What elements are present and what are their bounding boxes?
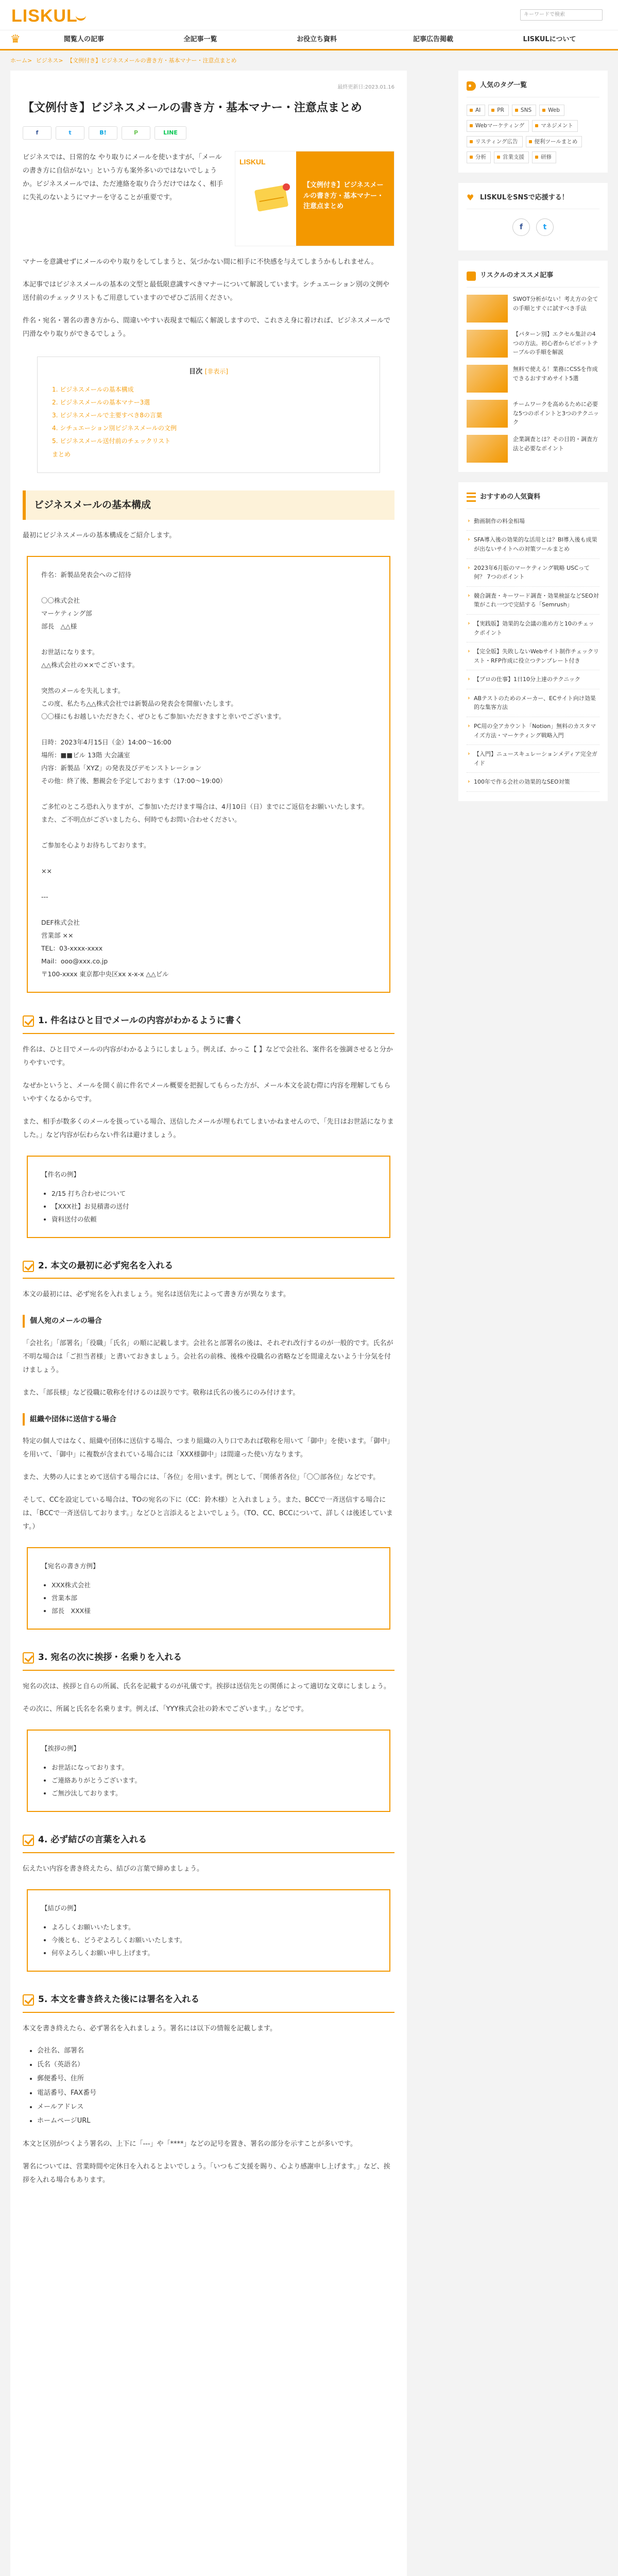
list-item: • ホームページURL: [37, 2114, 394, 2128]
share-pocket-button[interactable]: P: [122, 126, 150, 140]
popular-tags-card: [458, 71, 608, 172]
nav-item-ads[interactable]: 記事広告掲載: [413, 35, 453, 43]
sample-mail-line: DEF株式会社: [41, 918, 80, 926]
body-paragraph: 本文と区別がつくよう署名の、上下に「---」や「****」などの記号を置き、署名の部分を示すことが多いです。: [23, 2140, 357, 2148]
popular-doc-link[interactable]: › 【実践版】効果的な会議の進め方と10のチェックポイント: [467, 615, 599, 642]
card-title: おすすめの人気資料: [480, 493, 541, 501]
recommend-item-title: SWOT分析がない！考え方の全ての手順とすぐに試すべき手法: [513, 296, 598, 312]
body-paragraph: 特定の個人ではなく、組織や団体に送信する場合、つまり組織の入り口であれば敬称を用いて「御中」を使います。「御中」を用いて、「御中」に複数が含まれている場合には「XXX様御中」は間違った使い方なります。: [23, 1437, 394, 1459]
recommend-item[interactable]: [467, 400, 599, 428]
body-paragraph: なぜかというと、メールを開く前に件名でメール概要を把握してもらった方が、メール本文を読む際に内容を理解してもらいやすくなるからです。: [23, 1081, 391, 1103]
toc-title: 目次: [189, 367, 203, 376]
recommend-card: [458, 261, 608, 472]
sample-mail-line: 〇〇様にもお越しいただきたく、ぜひともご参加いただきますと幸いでございます。: [41, 712, 285, 720]
tag-link[interactable]: SNS: [512, 105, 536, 116]
check-icon: [23, 1835, 34, 1846]
list-item: • XXX株式会社: [52, 1579, 376, 1591]
list-item: • お世話になっております。: [52, 1761, 376, 1774]
minor-heading-individual: 個人宛のメールの場合: [23, 1315, 394, 1328]
sample-mail-line: [41, 723, 376, 736]
subheading-greeting: 3. 宛名の次に挨拶・名乗りを入れる: [23, 1650, 394, 1671]
sample-mail-line: 突然のメールを失礼します。: [41, 686, 125, 694]
global-nav: [0, 30, 618, 50]
minor-heading-organization: 組織や団体に送信する場合: [23, 1413, 394, 1426]
list-item: • 会社名、部署名: [37, 2044, 394, 2058]
section-heading-basic-structure: ビジネスメールの基本構成: [23, 490, 394, 520]
tag-link[interactable]: 便利ツールまとめ: [526, 136, 582, 147]
heart-icon: ♥: [467, 192, 474, 202]
sample-mail-line: また、ご不明点がございましたら、何時でもお問い合わせください。: [41, 815, 241, 823]
article-thumbnail: [467, 400, 508, 428]
site-logo[interactable]: LISKUL: [11, 7, 78, 25]
sample-mail-line: △△株式会社の××でございます。: [41, 660, 139, 669]
list-item: • 郵便番号、住所: [37, 2072, 394, 2086]
sample-mail-line: [41, 877, 376, 890]
sample-mail-line: 〇〇株式会社: [41, 596, 80, 604]
example-box-title: 【件名の例】: [41, 1170, 80, 1178]
list-item: • 電話番号、FAX番号: [37, 2086, 394, 2100]
article-thumbnail: [467, 295, 508, 323]
example-box-title: 【挨拶の例】: [41, 1744, 80, 1753]
tag-link[interactable]: マネジメント: [532, 120, 578, 131]
sample-mail-line: 営業部 ××: [41, 931, 74, 939]
subheading-signature: 5. 本文を書き終えた後には署名を入れる: [23, 1992, 394, 2013]
body-paragraph: そして、CCを設定している場合は、TOの宛名の下に（CC：鈴木様）と入れましょう。また、BCCで一斉送信する場合には、「BCCで一斉送信しております。」などひと言添えるとよいでしょう。（TO、CC、BCCについて、詳しくは後述しています。）: [23, 1496, 393, 1531]
toc-item[interactable]: 3. ビジネスメールで主要すべき8の言葉: [52, 411, 163, 419]
body-paragraph: マナーを意識せずにメールのやり取りをしてしまうと、気づかない間に相手に不快感を与えてしまうかもしれません。: [23, 258, 378, 266]
share-buttons: [23, 126, 394, 140]
facebook-icon[interactable]: f: [512, 218, 530, 236]
list-item: • 【XXX社】お見積書の送付: [52, 1200, 376, 1213]
card-title: 人気のタグ一覧: [480, 81, 527, 90]
list-item: • 2/15 打ち合わせについて: [52, 1187, 376, 1200]
article-thumbnail: [467, 435, 508, 463]
list-item: • よろしくお願いいたします。: [52, 1921, 376, 1934]
section-lead: 最初にビジネスメールの基本構成をご紹介します。: [23, 531, 176, 539]
example-box-closing: [27, 1889, 390, 1972]
recommend-item[interactable]: [467, 330, 599, 358]
card-title: LISKULをSNSで応援する！: [480, 193, 569, 201]
tag-icon: [467, 81, 476, 91]
sample-mail-line: [41, 826, 376, 839]
list-item: • 今後とも、どうぞよろしくお願いいたします。: [52, 1934, 376, 1946]
sample-mail-line: [41, 903, 376, 916]
check-icon: [23, 1652, 34, 1664]
example-box-recipient: [27, 1547, 390, 1630]
share-twitter-button[interactable]: t: [56, 126, 84, 140]
popular-doc-link[interactable]: › 【完全版】失敗しないWebサイト制作チェックリスト・RFP作成に役立つテンプレート付き: [467, 642, 599, 670]
body-paragraph: 宛名の次は、挨拶と自らの所属、氏名を記載するのが礼儀です。挨拶は送信先との関係によって適切な文章にしましょう。: [23, 1683, 390, 1691]
sample-mail-line: 件名：新製品発表会へのご招待: [41, 570, 132, 579]
sample-mail-line: Mail：ooo@xxx.co.jp: [41, 957, 108, 965]
article-thumbnail: [467, 330, 508, 358]
body-paragraph: 署名については、営業時間や定休日を入れるとよいでしょう。「いつもご支援を賜り、心より感謝申し上げます。」など、挨拶を入れる場合もあります。: [23, 2162, 390, 2184]
popular-doc-link[interactable]: › ABテストのためのメーカー、ECサイト向け効果的な集客方法: [467, 689, 599, 717]
example-box-subject: [27, 1156, 390, 1238]
check-icon: [23, 1015, 34, 1027]
toc-toggle[interactable]: [非表示]: [204, 367, 228, 375]
nav-item-popular[interactable]: 閲覧人の記事: [63, 35, 104, 43]
breadcrumb-home[interactable]: ホーム: [10, 57, 27, 64]
list-item: • ご連絡ありがとうございます。: [52, 1774, 376, 1787]
sample-mail-line: [41, 787, 376, 800]
recommend-item-title: 【パターン別】エクセル集計の4つの方法。初心者からピボットテーブルの手順を解説: [513, 331, 598, 356]
popular-doc-link[interactable]: › 【プロの仕事】1日10分上達のテクニック: [467, 670, 599, 689]
sample-mail-line: 日時：2023年4月15日（金）14:00〜16:00: [41, 738, 171, 746]
sample-mail-line: [41, 671, 376, 684]
breadcrumb-current: 【文例付き】ビジネスメールの書き方・基本マナー・注意点まとめ: [67, 57, 237, 64]
nav-item-docs[interactable]: お役立ち資料: [296, 35, 337, 43]
sample-mail-line: ご多忙のところ恐れ入りますが、ご参加いただけます場合は、4月10日（日）までにご返信をお願いいたします。: [41, 802, 369, 810]
nav-item-all[interactable]: 全記事一覧: [183, 35, 217, 43]
list-item: • 氏名（英語名）: [37, 2058, 394, 2072]
section-lead: 伝えたい内容を書き終えたら、結びの言葉で締めましょう。: [23, 1865, 204, 1873]
list-item: • 営業本部: [52, 1591, 376, 1604]
toc-item[interactable]: まとめ: [52, 450, 71, 458]
eyecatch-title: 【文例付き】ビジネスメールの書き方・基本マナー・注意点まとめ: [296, 151, 394, 246]
recommend-item[interactable]: [467, 365, 599, 393]
list-icon: [467, 493, 476, 502]
breadcrumb-business[interactable]: ビジネス: [36, 57, 59, 64]
sample-mail-line: 〒100-xxxx 東京都中央区xx x-x-x △△ビル: [41, 970, 169, 978]
toc-item[interactable]: 5. ビジネスメール送付前のチェックリスト: [52, 437, 171, 445]
toc-item[interactable]: 1. ビジネスメールの基本構成: [52, 385, 134, 393]
tag-link[interactable]: PR: [488, 105, 509, 116]
card-title: リスクルのオススメ記事: [480, 272, 554, 280]
share-line-button[interactable]: LINE: [154, 126, 186, 140]
share-hatena-button[interactable]: B!: [89, 126, 117, 140]
sample-mail-line: ---: [41, 892, 48, 901]
tag-link[interactable]: 研修: [532, 151, 556, 163]
sample-mail-line: ご参加を心よりお待ちしております。: [41, 841, 150, 849]
check-icon: [23, 1994, 34, 2006]
tag-link[interactable]: Web: [539, 105, 564, 116]
recommend-item-title: 無料で使える！業務にCSSを作成できるおすすめサイト5選: [513, 366, 598, 382]
page-title: 【文例付き】ビジネスメールの書き方・基本マナー・注意点まとめ: [23, 101, 362, 114]
breadcrumb: ホーム> ビジネス> 【文例付き】ビジネスメールの書き方・基本マナー・注意点まとめ: [10, 57, 237, 64]
example-box-title: 【結びの例】: [41, 1904, 80, 1912]
sample-mail-line: TEL：03-xxxx-xxxx: [41, 944, 103, 952]
section-lead: 本文を書き終えたら、必ず署名を入れましょう。署名には以下の情報を記載します。: [23, 2024, 277, 2032]
site-header: [0, 0, 618, 30]
toc-item[interactable]: 2. ビジネスメールの基本マナー3選: [52, 398, 150, 406]
updated-date: 最終更新日:2023.01.16: [337, 84, 394, 91]
popular-doc-link[interactable]: › 2023年6月版のマーケティング戦略 USCって何？ 7つのポイント: [467, 559, 599, 587]
sample-mail-line: ××: [41, 867, 52, 875]
notification-dot-icon: [283, 183, 290, 191]
popular-doc-link[interactable]: › 競合調査・キーワード調査・効果検証などSEO対策がこれ一つで完結する「Semrush」: [467, 587, 599, 615]
sample-mail-line: 内容：新製品「XYZ」の発表及びデモンストレーション: [41, 764, 202, 772]
eyecatch-image: [235, 151, 394, 246]
popular-doc-link[interactable]: › 100年で作る会社の効果的なSEO対策: [467, 773, 599, 792]
tag-link[interactable]: 分析: [467, 151, 491, 163]
twitter-icon[interactable]: t: [536, 218, 554, 236]
popular-doc-link[interactable]: › PC用の全アカウント「Notion」無料のカスタマイズ方法・マーケティング戦略入門: [467, 717, 599, 745]
popular-doc-link[interactable]: › 【入門】ニュースキュレーションメディア完全ガイド: [467, 745, 599, 773]
sample-mail-line: 部長 △△様: [41, 622, 77, 630]
eyecatch-logo: LISKUL: [239, 157, 266, 166]
table-of-contents: [37, 357, 380, 473]
sample-mail-box: [27, 556, 390, 993]
list-item: • メールアドレス: [37, 2100, 394, 2114]
article-thumbnail: [467, 365, 508, 393]
body-paragraph: また、大勢の人にまとめて送信する場合には、「各位」を用います。例として、「関係者各位」「〇〇部各位」などです。: [23, 1473, 380, 1482]
tag-list: [467, 105, 599, 163]
sample-mail-line: [41, 852, 376, 865]
body-paragraph: また、相手が数多くのメールを扱っている場合、送信したメールが埋もれてしまいかねませんので、「先日はお世話になりました。」など内容が伝わらない件名は避けましょう。: [23, 1117, 394, 1139]
sample-mail-line: [41, 633, 376, 646]
crown-icon: ♛: [10, 33, 21, 46]
list-item: • ご無沙汰しております。: [52, 1787, 376, 1800]
popular-docs-card: [458, 482, 608, 801]
list-item: • 部長 XXX様: [52, 1604, 376, 1617]
recommend-item-title: 企業調査とは？その目的・調査方法と必要なポイント: [513, 436, 598, 452]
subheading-recipient: 2. 本文の最初に必ず宛名を入れる: [23, 1259, 394, 1279]
body-paragraph: また、「部長様」など役職に敬称を付けるのは誤りです。敬称は氏名の後ろにのみ付けます。: [23, 1388, 300, 1397]
recommend-item[interactable]: [467, 435, 599, 463]
sidebar: [458, 71, 608, 811]
intro-text: ビジネスでは、日常的な やり取りにメールを使いますが、「メールの書き方に自信がない」という方も案外多いのではないでしょうか。ビジネスメールでは、ただ連絡を取り合うだけではなく、相手に失礼のないようにマナーを守ることが重要です。: [23, 153, 224, 201]
sample-mail-line: 場所：■■ビル 13階 大会議室: [41, 751, 130, 759]
tag-link[interactable]: リスティング広告: [467, 136, 523, 147]
list-item: • 資料送付の依頼: [52, 1213, 376, 1226]
body-paragraph: 本記事ではビジネスメールの基本の文型と最低限意識すべきマナーについて解説しています。シチュエーション別の文例や送付前のチェックリストもご用意していますのでぜひご活用ください。: [23, 280, 389, 302]
check-icon: [23, 1261, 34, 1272]
share-facebook-button[interactable]: f: [23, 126, 52, 140]
sns-card: [458, 183, 608, 251]
subheading-closing: 4. 必ず結びの言葉を入れる: [23, 1833, 394, 1853]
tag-link[interactable]: 営業支援: [494, 151, 529, 163]
sample-mail-line: この度、私たち△△株式会社では新製品の発表会を開催いたします。: [41, 699, 237, 707]
signature-items-list: [23, 2044, 394, 2128]
list-item: • 何卒よろしくお願い申し上げます。: [52, 1946, 376, 1959]
sample-mail-line: お世話になります。: [41, 648, 99, 656]
recommend-item-title: チームワークを高めるために必要な5つのポイントと3つのテクニック: [513, 401, 599, 426]
sample-mail-line: マーケティング部: [41, 609, 92, 617]
tag-link[interactable]: AI: [467, 105, 485, 116]
toc-item[interactable]: 4. シチュエーション別ビジネスメールの文例: [52, 425, 177, 432]
popular-doc-link[interactable]: › 動画制作の料金相場: [467, 512, 599, 531]
sample-mail-line: [41, 581, 376, 594]
recommend-item[interactable]: [467, 295, 599, 323]
nav-item-about[interactable]: LISKULについて: [523, 35, 576, 43]
example-box-title: 【宛名の書き方例】: [41, 1562, 99, 1570]
body-paragraph: 件名・宛名・署名の書き方から、間違いやすい表現まで幅広く解説しますので、これさえ身に着ければ、ビジネスメールで円滑なやり取りができるでしょう。: [23, 316, 391, 338]
popular-doc-link[interactable]: › SFA導入後の効果的な活用とは？BI導入後も成果が出ないサイトへの対策ツールまとめ: [467, 531, 599, 558]
body-paragraph: その次に、所属と氏名を名乗ります。例えば、「YYY株式会社の鈴木でございます。」などです。: [23, 1705, 308, 1714]
search-input[interactable]: キーワードで検索: [520, 9, 603, 21]
section-lead: 本文の最初には、必ず宛名を入れましょう。宛名は送信先によって書き方が異なります。: [23, 1291, 290, 1299]
sample-mail-line: その他：終了後、懇親会を予定しております（17:00〜19:00）: [41, 776, 227, 785]
body-paragraph: 「会社名」「部署名」「役職」「氏名」の順に記載します。会社名と部署名の後は、それぞれ改行するのが一般的です。氏名が不明な場合は「ご担当者様」と書いておきましょう。会社名の前株、後株や役職名の省略などを間違えないよう十分気を付けましょう。: [23, 1339, 393, 1374]
example-box-greeting: [27, 1730, 390, 1812]
thumbs-up-icon: [467, 272, 476, 281]
body-paragraph: 件名は、ひと目でメールの内容がわかるようにしましょう。例えば、かっこ【 】などで会社名、案件名を強調させると分かりやすいです。: [23, 1045, 393, 1067]
article: [10, 71, 407, 2576]
tag-link[interactable]: Webマーケティング: [467, 120, 529, 131]
subheading-subject: 1. 件名はひと目でメールの内容がわかるように書く: [23, 1013, 394, 1034]
